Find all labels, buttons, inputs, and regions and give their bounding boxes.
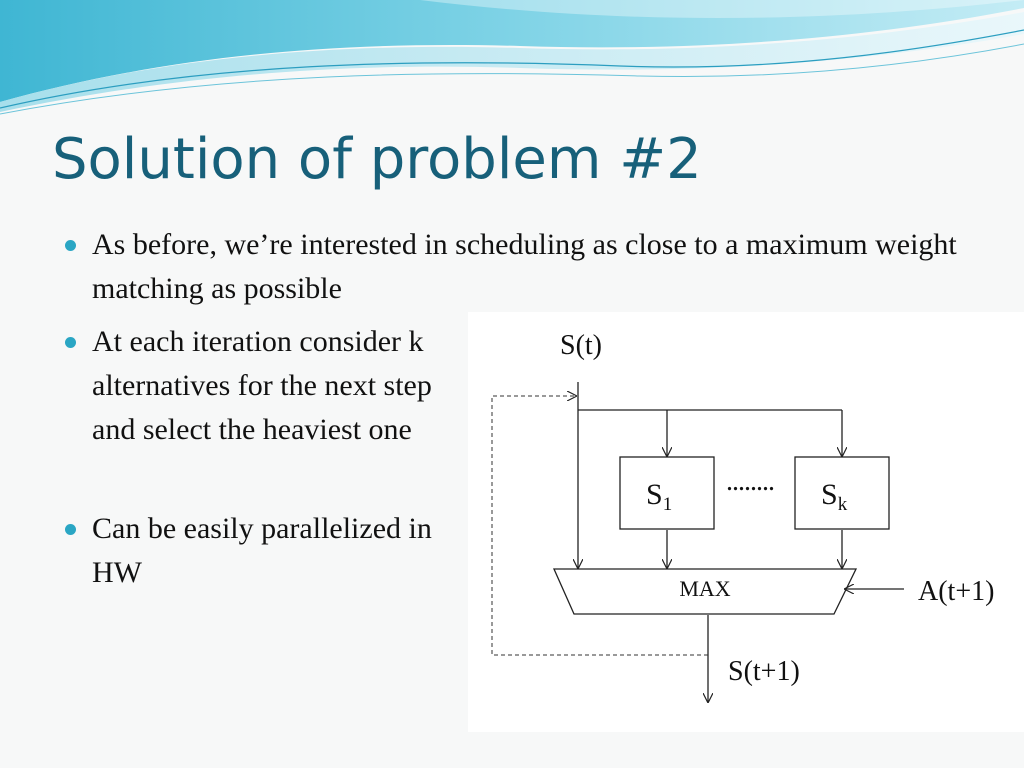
candidate-box-sk-label: $S_k$ (821, 478, 848, 515)
input-label: S(t) (560, 330, 602, 361)
bullet-point (92, 223, 992, 311)
bullet-text: Can be easily parallelized in HW (92, 512, 432, 589)
scheduler-diagram-panel (468, 312, 1024, 732)
bullet-icon (65, 240, 76, 251)
header-wave-decoration (0, 0, 1024, 120)
bullet-icon (65, 337, 76, 348)
max-label: MAX (679, 576, 731, 601)
candidate-box-s1 (620, 457, 714, 529)
bullet-point (92, 507, 472, 595)
ellipsis: ........ (726, 466, 774, 497)
bullet-icon (65, 524, 76, 535)
candidate-box-sk (795, 457, 889, 529)
arrival-label: A(t+1) (918, 576, 995, 607)
bullet-text: As before, we’re interested in scheduling as close to a maximum weight matching as possible (92, 228, 957, 305)
output-label: S(t+1) (728, 656, 800, 687)
candidate-box-s1-label: $S_1$ (646, 478, 673, 515)
bullet-text: At each iteration consider k alternatives for the next step and select the heaviest one (92, 325, 432, 446)
slide-title: Solution of problem #2 (52, 127, 702, 192)
bullet-point (92, 320, 472, 452)
scheduler-diagram (468, 312, 1024, 732)
